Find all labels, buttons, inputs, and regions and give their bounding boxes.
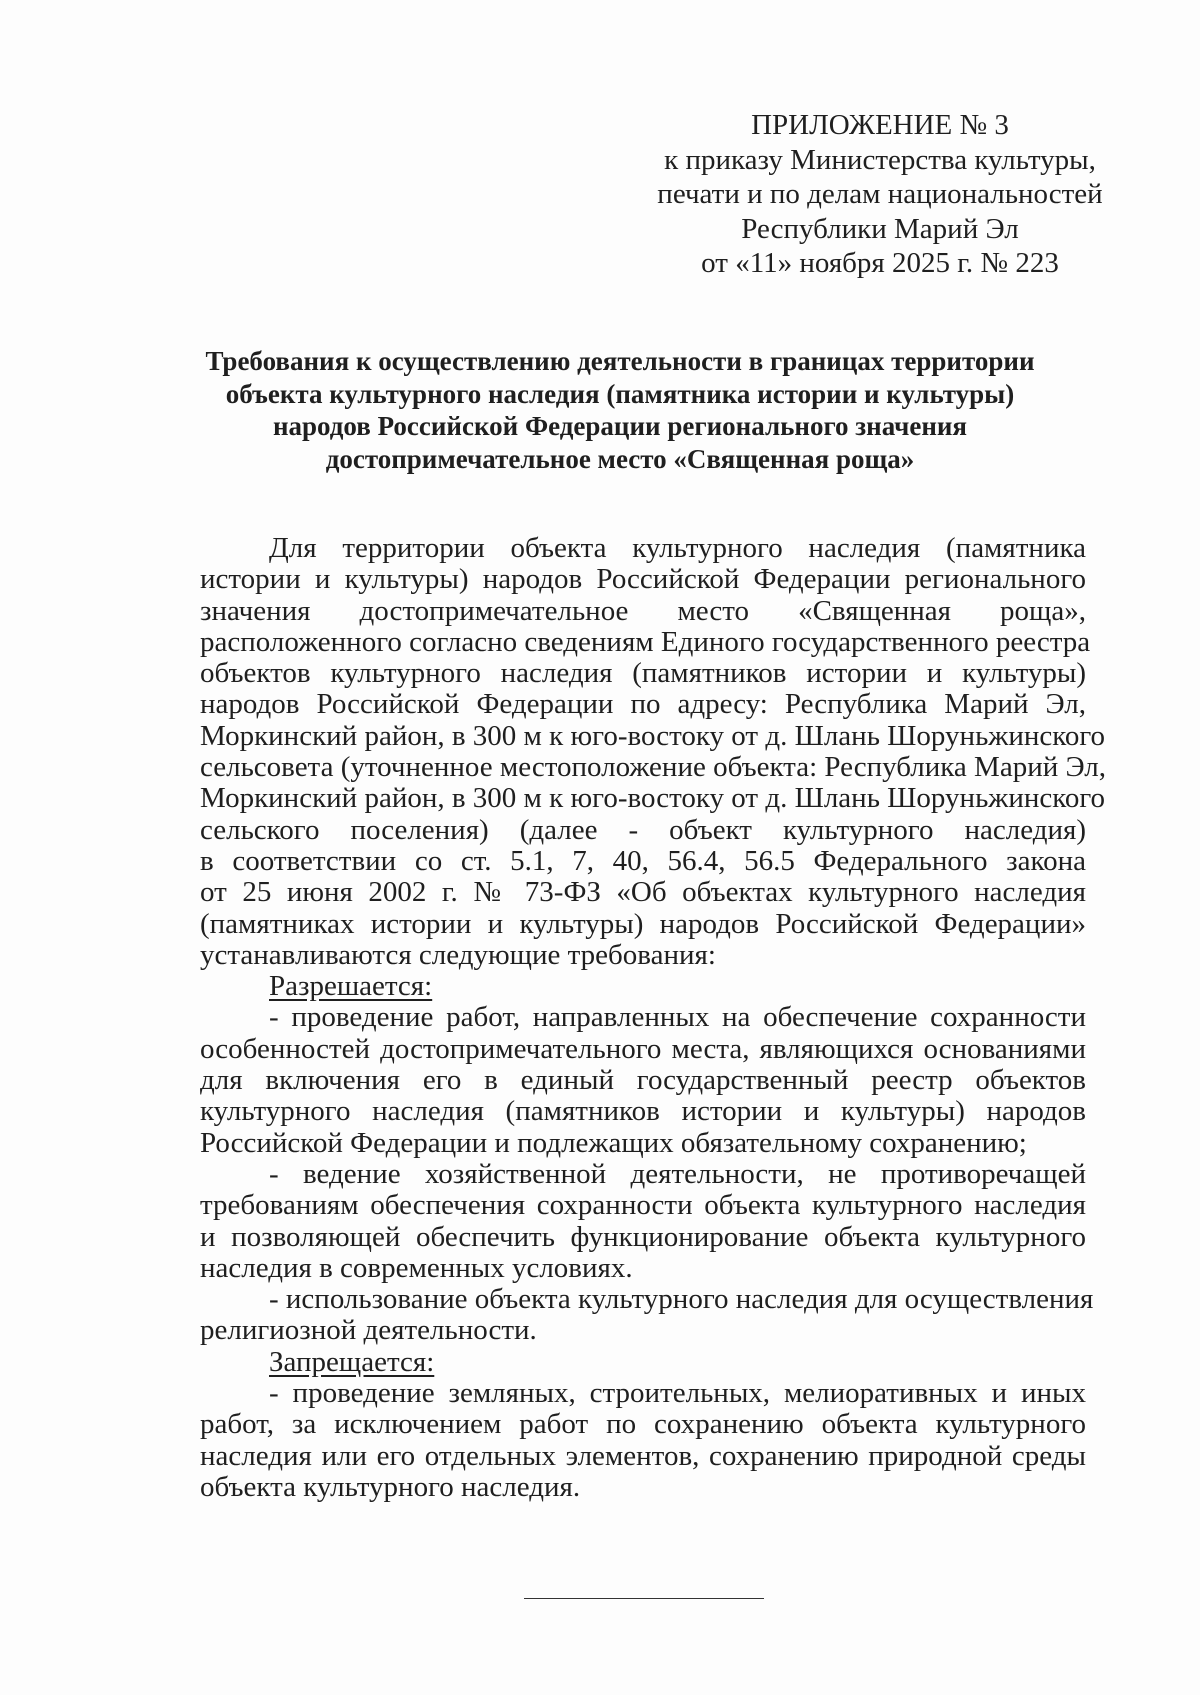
- appendix-number: ПРИЛОЖЕНИЕ № 3: [751, 109, 1009, 141]
- title-line: Требования к осуществлению деятельности в границах территории: [205, 346, 1035, 376]
- allowed-item-line: и позволяющей обеспечить функционирование объекта культурного: [200, 1220, 1086, 1253]
- allowed-item-line: наследия в современных условиях.: [200, 1251, 633, 1284]
- forbidden-item-line: наследия или его отдельных элементов, сохранению природной среды: [200, 1439, 1086, 1472]
- allowed-heading: [200, 971, 1086, 1002]
- title-line: достопримечательное место «Священная роща»: [325, 443, 915, 474]
- allowed-item-line: культурного наследия (памятников истории и культуры) народов: [200, 1095, 1086, 1128]
- allowed-item-line: религиозной деятельности.: [200, 1314, 537, 1347]
- forbidden-item-line: объекта культурного наследия.: [200, 1470, 581, 1503]
- intro-line: объектов культурного наследия (памятников истории и культуры): [200, 657, 1086, 690]
- title-line: народов Российской Федерации регионального значения: [272, 411, 968, 441]
- intro-line: значения достопримечательное место «Священная роща»,: [200, 594, 1086, 627]
- allowed-item-line: - использование объекта культурного наследия для осуществления: [269, 1283, 1094, 1316]
- intro-line: Для территории объекта культурного наследия (памятника: [269, 532, 1086, 564]
- intro-line: расположенного согласно сведениям Единого государственного реестра: [200, 625, 1091, 658]
- appendix-header: [600, 108, 1160, 281]
- allowed-item-line: требованиям обеспечения сохранности объекта культурного наследия: [200, 1189, 1086, 1222]
- appendix-order-line: к приказу Министерства культуры,: [664, 143, 1096, 176]
- intro-line: сельского поселения) (далее - объект культурного наследия): [200, 813, 1086, 846]
- appendix-ministry-line: печати и по делам национальностей: [657, 178, 1103, 210]
- forbidden-heading-text: Запрещается:: [269, 1345, 435, 1378]
- title-line: объекта культурного наследия (памятника истории и культуры): [225, 378, 1015, 409]
- intro-line: народов Российской Федерации по адресу: Республика Марий Эл,: [200, 688, 1086, 721]
- allowed-item-line: особенностей достопримечательного места, являющихся основаниями: [200, 1032, 1086, 1065]
- forbidden-item-line: работ, за исключением работ по сохранению объекта культурного: [200, 1408, 1086, 1441]
- intro-line: устанавливаются следующие требования:: [200, 938, 716, 971]
- intro-line: Моркинский район, в 300 м к юго-востоку от д. Шлань Шоруньжинского: [200, 719, 1106, 752]
- allowed-item-line: Российской Федерации и подлежащих обязательному сохранению;: [200, 1126, 1027, 1159]
- intro-line: (памятниках истории и культуры) народов Российской Федерации»: [200, 907, 1086, 940]
- intro-line: в соответствии со ст. 5.1, 7, 40, 56.4, 56.5 Федерального закона: [200, 844, 1086, 877]
- intro-line: Моркинский район, в 300 м к юго-востоку от д. Шлань Шоруньжинского: [200, 782, 1106, 815]
- end-separator-line: [524, 1598, 764, 1599]
- allowed-item-line: для включения его в единый государственный реестр объектов: [200, 1064, 1086, 1097]
- appendix-republic-line: Республики Марий Эл: [741, 212, 1019, 245]
- intro-line: от 25 июня 2002 г. № 73-ФЗ «Об объектах культурного наследия: [200, 876, 1086, 909]
- forbidden-item-line: - проведение земляных, строительных, мелиоративных и иных: [269, 1377, 1086, 1410]
- forbidden-heading: [200, 1347, 1086, 1378]
- allowed-item-line: - проведение работ, направленных на обеспечение сохранности: [269, 1001, 1086, 1034]
- appendix-date-line: от «11» ноября 2025 г. № 223: [701, 247, 1059, 279]
- allowed-heading-text: Разрешается:: [269, 970, 433, 1003]
- allowed-item-line: - ведение хозяйственной деятельности, не противоречащей: [269, 1157, 1086, 1190]
- intro-line: истории и культуры) народов Российской Федерации регионального: [200, 563, 1086, 596]
- document-body: [200, 532, 1106, 1503]
- intro-line: сельсовета (уточненное местоположение объекта: Республика Марий Эл,: [200, 751, 1106, 784]
- document-title: [160, 345, 1080, 475]
